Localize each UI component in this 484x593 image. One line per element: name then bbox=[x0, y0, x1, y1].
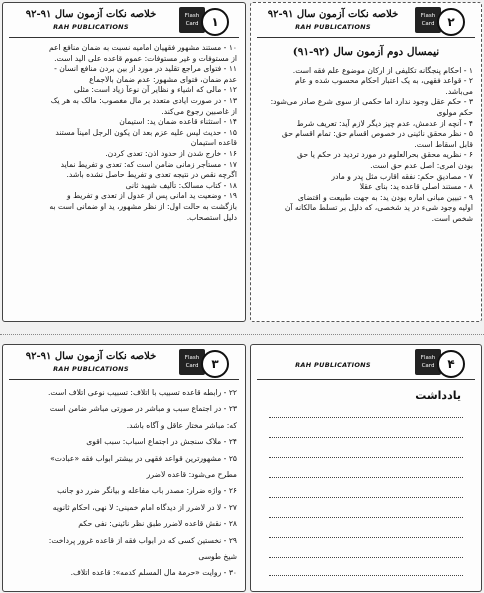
flash-card-badge bbox=[415, 7, 473, 33]
text-line: ۲۴ - ملاک سنجش در اجتماع اسباب: سبب اقوی bbox=[86, 437, 237, 447]
text-line: از غاصبین رجوع می‌کند. bbox=[161, 106, 237, 116]
text-line: از مستوفات و غیر مستوفات: عموم قاعده علی الید است. bbox=[54, 53, 237, 63]
card-header bbox=[259, 7, 473, 35]
text-line: ۲۸ - نقش قاعده لاضرر طبق نظر نائینی: نفی حکم bbox=[78, 519, 237, 529]
text-line: ۱۶ - خارج شدن از حدود اذن: تعدی کردن. bbox=[105, 148, 237, 158]
text-line: ۲۶ - واژه ضرار: مصدر باب مفاعله و بیانگر ضرر دو جانب bbox=[57, 486, 237, 496]
card-number: ۴ bbox=[437, 350, 465, 378]
text-line: حکم مولوی bbox=[436, 107, 473, 117]
text-line: شخص است. bbox=[431, 213, 473, 223]
publisher-label: RAH PUBLICATIONS bbox=[53, 23, 129, 31]
text-line: ۱۹ - وضعیت ید امانی پس از عدول از تعدی و تفریط و bbox=[67, 191, 237, 201]
card-subtitle: نیمسال دوم آزمون سال (۹۲-۹۱) bbox=[292, 46, 440, 58]
flash-card-tag: Flash Card bbox=[179, 349, 205, 375]
card-body bbox=[11, 385, 237, 582]
text-line: ۱ - احکام پنجگانه تکلیفی از ارکان موضوع علم فقه است. bbox=[292, 65, 473, 75]
card-body bbox=[11, 43, 237, 223]
flash-card-tag: Flash Card bbox=[415, 349, 441, 375]
text-line: ۹ - تبیین مبانی اماره بودن ید: به جهت طبیعت و اقتضای bbox=[297, 192, 473, 202]
text-line: شیخ طوسی bbox=[198, 552, 237, 562]
note-line[interactable] bbox=[269, 437, 463, 438]
notes-title: یادداشت bbox=[415, 389, 461, 402]
flash-card-tag: Flash Card bbox=[415, 7, 441, 33]
card-header bbox=[11, 349, 237, 377]
text-line: ۲۷ - لا در لاضرر از دیدگاه امام خمینی: لا نهی، احکام ثانویه bbox=[52, 502, 237, 512]
text-line: ۳۰ - روایت «حرمة مال المسلم کدمه»: قاعده اتلاف. bbox=[70, 568, 237, 578]
text-line: عدم ضمان، فتوای مشهور: عدم ضمان بالاجماع bbox=[89, 74, 237, 84]
text-line: دلیل استصحاب. bbox=[186, 212, 237, 222]
text-line: مطرح می‌شود: قاعده لاضرر bbox=[146, 470, 237, 480]
flash-card-4-notes bbox=[250, 344, 482, 592]
note-line[interactable] bbox=[269, 497, 463, 498]
card-number: ٢ bbox=[437, 8, 465, 36]
text-line: بازگشت به حالت اول: از نظر مشهور، ید او ضمانی است به bbox=[49, 201, 237, 211]
card-number: ١ bbox=[201, 8, 229, 36]
flash-card-badge bbox=[415, 349, 473, 375]
text-line: قاعده استیمان bbox=[190, 138, 237, 148]
publisher-label: RAH PUBLICATIONS bbox=[53, 365, 129, 373]
publisher-label: RAH PUBLICATIONS bbox=[295, 361, 371, 369]
text-line: ۳ - حکم عقل وجود ندارد اما حکمی از سوی شرع صادر می‌شود: bbox=[270, 97, 473, 107]
text-line: ۱۲ - مالی که اشیاء و نظایر آن نوعاً زیاد است: مثلی bbox=[73, 85, 237, 95]
text-line: بودن امری: اصل عدم حق است. bbox=[370, 160, 473, 170]
text-line: ۲ - قواعد فقهی، به یک اعتبار احکام محسوب شده و عام bbox=[295, 76, 473, 86]
text-line: ۲۹ - نخستین کسی که در ابواب فقه از قاعده غرور پرداخت: bbox=[48, 535, 237, 545]
flash-card-3 bbox=[2, 344, 246, 592]
note-line[interactable] bbox=[269, 517, 463, 518]
note-line[interactable] bbox=[269, 417, 463, 418]
header-divider bbox=[257, 379, 475, 380]
note-line[interactable] bbox=[269, 575, 463, 576]
header-divider bbox=[257, 37, 475, 38]
text-line: قابل اسقاط است. bbox=[414, 139, 473, 149]
text-line: ۲۳ - در اجتماع سبب و مباشر در صورتی مباشر ضامن است bbox=[49, 404, 237, 414]
header-divider bbox=[9, 37, 239, 38]
note-line[interactable] bbox=[269, 457, 463, 458]
card-body bbox=[259, 43, 473, 225]
card-number: ٣ bbox=[201, 350, 229, 378]
text-line: ۷ - مصادیق حکم: نفقه اقارب مثل پدر و مادر bbox=[331, 171, 473, 181]
flash-card-2 bbox=[250, 2, 482, 322]
text-line: ۸ - مستند اصلی قاعده ید: بنای عقلا bbox=[359, 182, 473, 192]
flash-card-badge bbox=[179, 7, 237, 33]
text-line: که: مباشر مختار عاقل و آگاه باشد. bbox=[126, 420, 237, 430]
card-title: خلاصه نکات آزمون سال ۹۱-۹۲ bbox=[25, 351, 157, 362]
page-divider bbox=[0, 334, 484, 335]
text-line: ۱۴ - استثناء قاعده ضمان ید: استیمان bbox=[119, 117, 237, 127]
flash-card-1 bbox=[2, 2, 246, 322]
note-line[interactable] bbox=[269, 557, 463, 558]
text-line: ۵ - نظر محقق نائینی در خصوص اقسام حق: تمام اقسام حق bbox=[281, 129, 473, 139]
text-line: ۱۸ - کتاب مسالک: تألیف شهید ثانی bbox=[125, 180, 237, 190]
text-line: ۱۰ - مستند مشهور فقهیان امامیه نسبت به ضمان منافع اعم bbox=[48, 43, 237, 52]
text-line: اولیه وجود شیء در ید شخصی، که دلیل بر تسلط مالکانه آن bbox=[284, 203, 473, 213]
card-header bbox=[259, 349, 473, 377]
note-line[interactable] bbox=[269, 537, 463, 538]
text-line: ۴ - آنچه از عدمش، عدم چیز دیگر لازم آید: تعریف شرط bbox=[296, 118, 473, 128]
text-line: ۱۱ - فتوای مراجع تقلید در مورد از بین بردن منافع انسان - bbox=[54, 64, 237, 74]
text-line: ۲۵ - مشهورترین قواعد فقهی در بیشتر ابواب فقه «عبادت» bbox=[50, 453, 237, 463]
text-line: ۶ - نظریه محقق بحرالعلوم در مورد تردید در حکم یا حق bbox=[297, 150, 473, 160]
flash-card-badge bbox=[179, 349, 237, 375]
card-title: خلاصه نکات آزمون سال ۹۱-۹۲ bbox=[25, 9, 157, 20]
publisher-label: RAH PUBLICATIONS bbox=[295, 23, 371, 31]
text-line: می‌باشد. bbox=[445, 86, 473, 96]
card-header bbox=[11, 7, 237, 35]
text-line: اگرچه نقص در نتیجه تعدی و تفریط حاصل نشده باشد. bbox=[66, 170, 237, 180]
flash-card-tag: Flash Card bbox=[179, 7, 205, 33]
text-line: ۱۵ - حدیث لیس علیه عزم بعد ان یکون الرجل امیناً مستند bbox=[55, 127, 237, 137]
text-line: ۲۲ - رابطه قاعده تسبیب با اتلاف: تسبیب نوعی اتلاف است. bbox=[47, 388, 237, 397]
header-divider bbox=[9, 379, 239, 380]
text-line: ۱۳ - در صورت ایادی متعدد بر مال مغصوب: مالک به هر یک bbox=[50, 95, 237, 105]
card-title: خلاصه نکات آزمون سال ۹۱-۹۲ bbox=[267, 9, 399, 20]
note-line[interactable] bbox=[269, 477, 463, 478]
text-line: ۱۷ - مستأجر زمانی ضامن است که: تعدی و تفریط نماید bbox=[60, 159, 237, 169]
